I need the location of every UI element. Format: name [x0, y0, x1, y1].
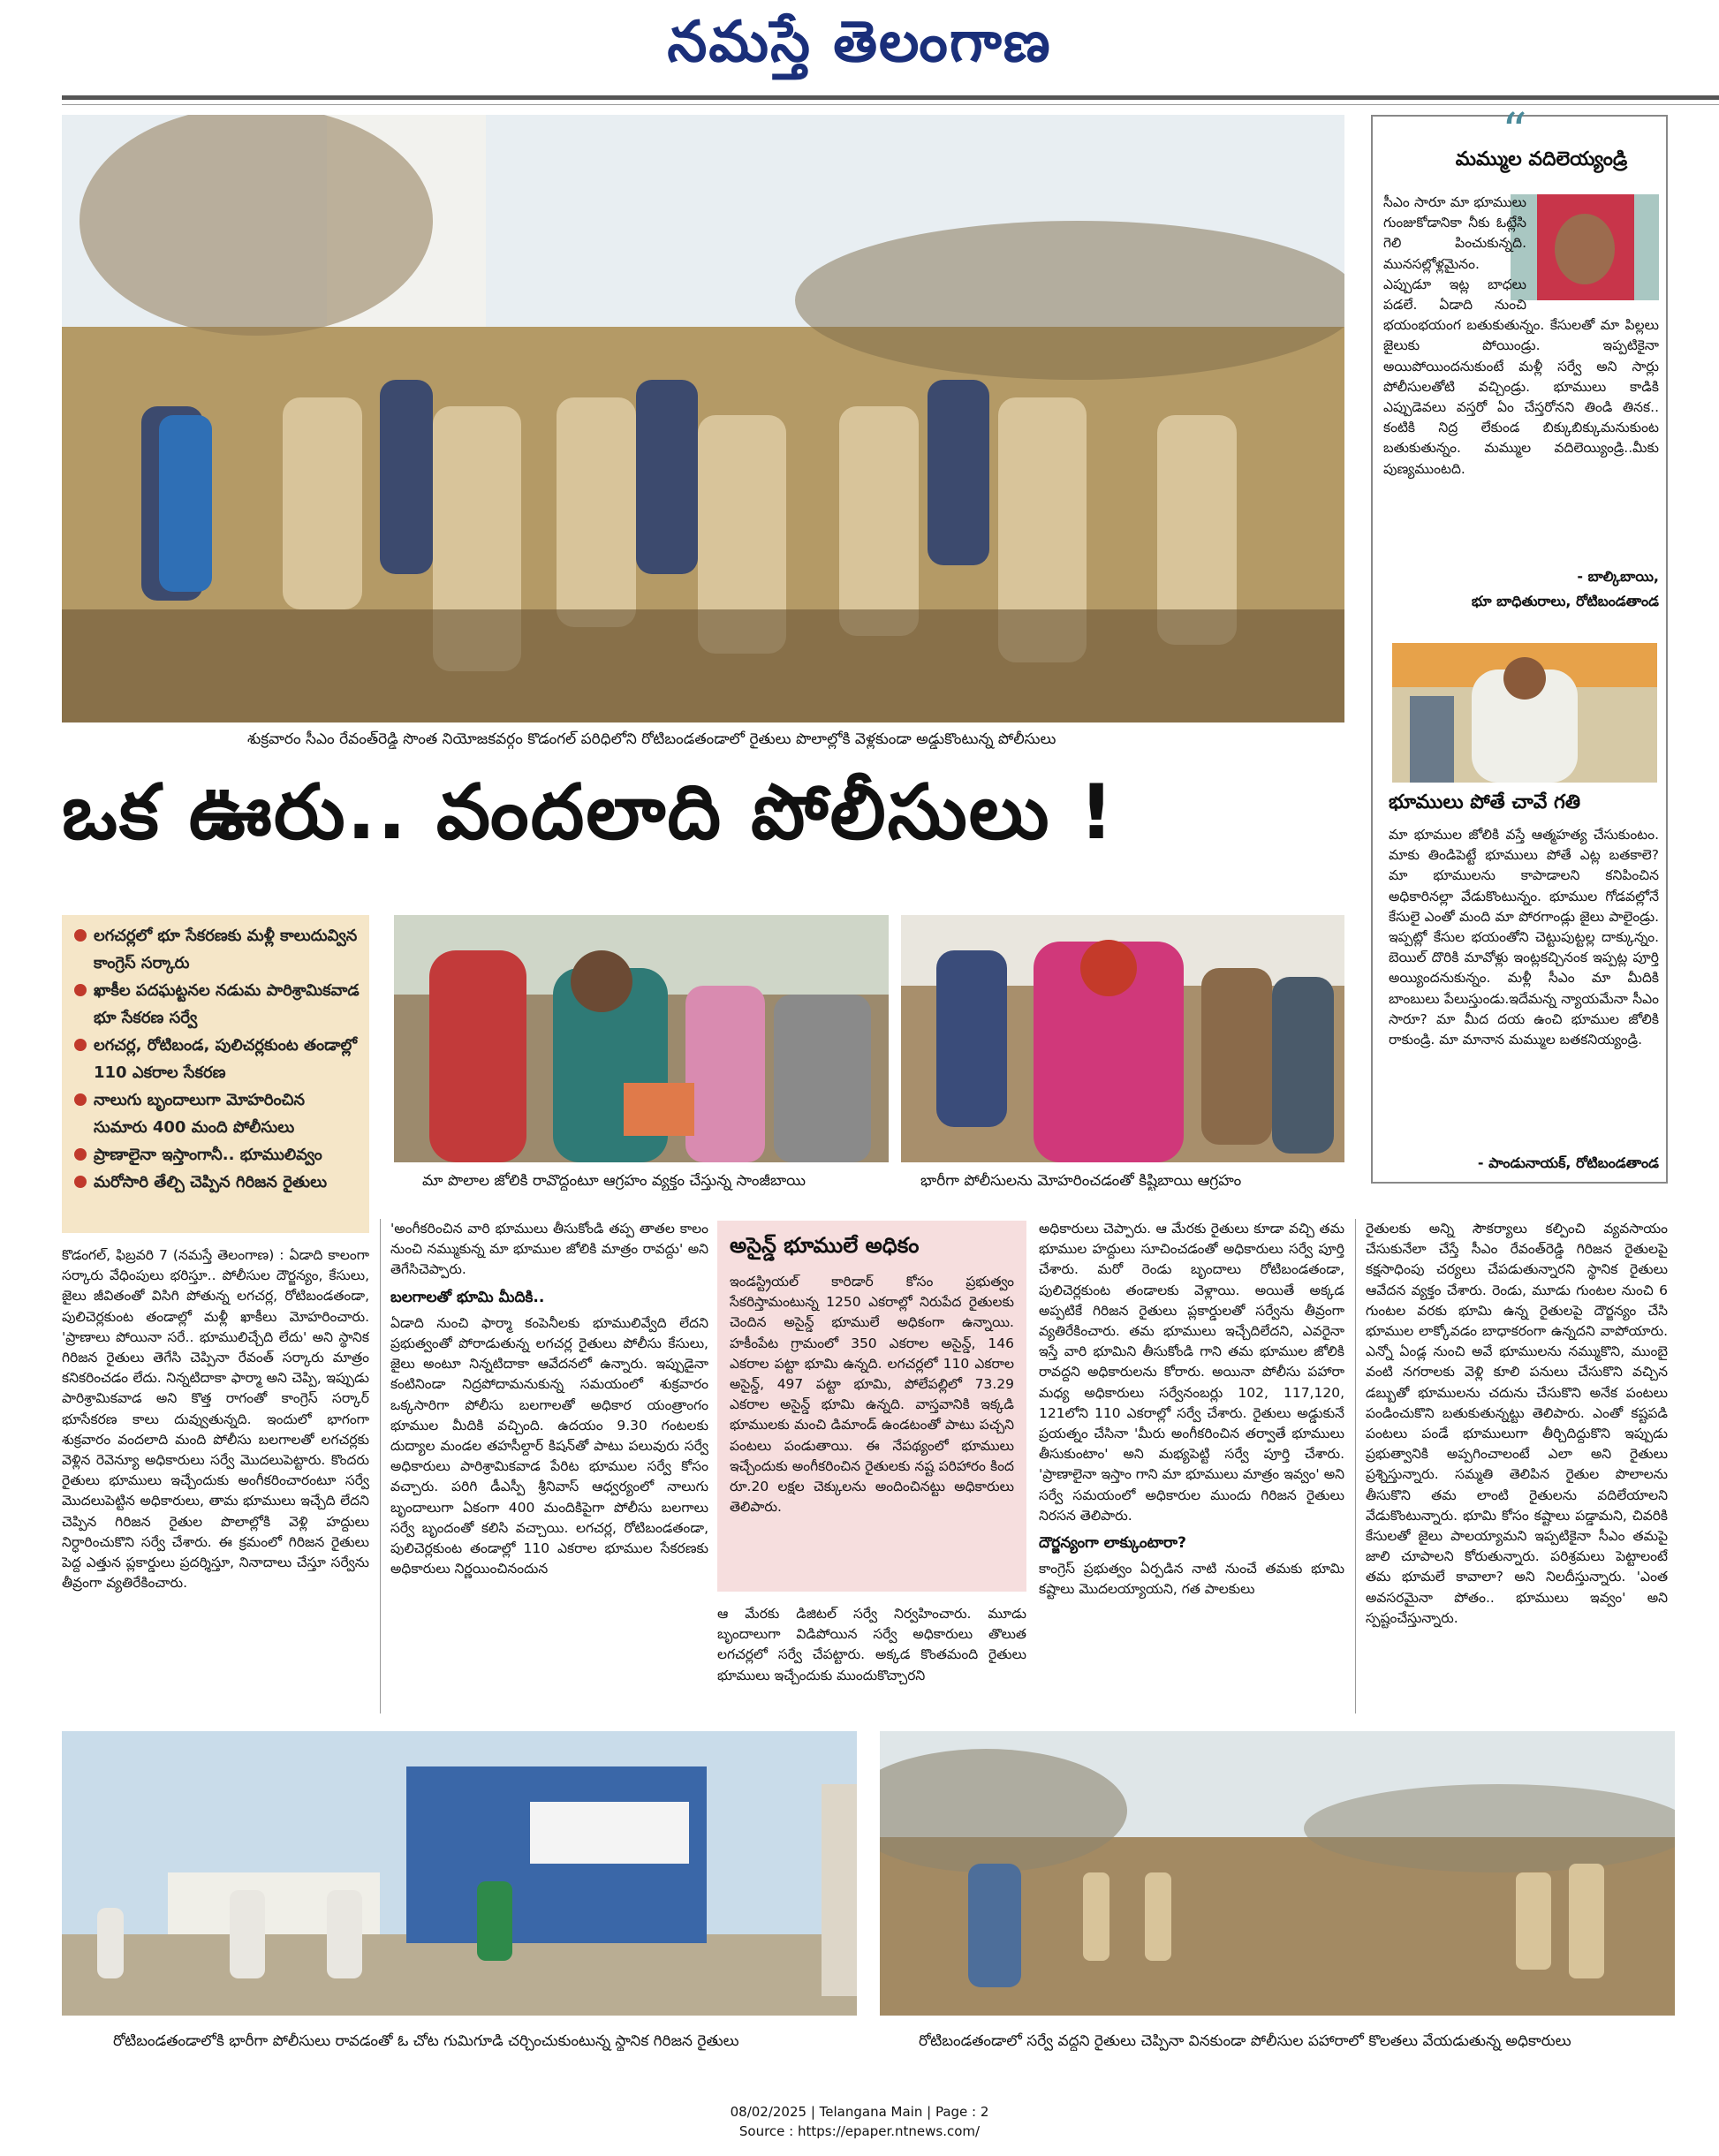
highlight-item: ప్రాణాలైనా ఇస్తాంగానీ.. భూములివ్వం — [71, 1141, 360, 1169]
article-paragraph: అధికారులు చెప్పారు. ఆ మేరకు రైతులు కూడా వచ్చి తమ భూముల హద్దులు సూచించడంతో అధికారులు సర్వే పూర్తి చేశారు. మరో రెండు బృందాలు రోటిబండతండా, పులిచెర్లకుంట తండాలకు వెళ్లాయి. అయితే అక్కడ అప్పటికే గిరిజన రైతులు ప్లకార్డులతో సర్వేను తీవ్రంగా వ్యతిరేకించారు. తమ భూములు ఇచ్చేదిలేదని, ఎవరైనా ఇస్తే వారి భూమిని తీసుకోండి గాని తమ భూముల జోలికి రావద్దని అధికారులను కోరారు. అయినా పోలీసు పహారా మధ్య అధికారులు సర్వేనంబర్లు 102, 117,120, 121లోని 110 ఎకరాల్లో సర్వే చేశారు. రైతులు అడ్డుకునే ప్రయత్నం చేసినా 'మీరు అంగీకరించిన తర్వాతే భూములు తీసుకుంటాం' అని మభ్యపెట్టి సర్వే పూర్తి చేశారు. 'ప్రాణాలైనా ఇస్తాం గాని మా భూములు మాత్రం ఇవ్వం' అని సర్వే సమయంలో అధికారుల ముందు గిరిజన రైతులు నిరసన తెలిపారు. — [1039, 1221, 1344, 1524]
side1-signature: - బాల్కిబాయి, — [1577, 568, 1659, 585]
mid-caption-left: మా పొలాల జోలికి రావొద్దంటూ ఆగ్రహం వ్యక్తం చేస్తున్న సాంజీబాయి — [422, 1172, 806, 1190]
masthead-rule-thin — [62, 104, 1719, 105]
side1-location: భూ బాధితురాలు, రోటిబండతాండ — [1471, 593, 1659, 609]
footer-source: Source : https://epaper.ntnews.com/ — [738, 2123, 981, 2139]
masthead-rule — [62, 95, 1719, 100]
highlight-item: నాలుగు బృందాలుగా మోహరించిన సుమారు 400 మంది పోలీసులు — [71, 1086, 360, 1141]
side2-signature: - పాండునాయక్‌, రోటిబండతాండ — [1477, 1154, 1659, 1171]
bottom-photo-left — [62, 1731, 857, 2016]
article-column-5: రైతులకు అన్ని సౌకర్యాలు కల్పించి వ్యవసాయం చేసుకునేలా చేస్తే సీఎం రేవంత్‌రెడ్డి గిరిజన రైతులపై కక్షసాధింపు చర్యలు చేపడుతున్నారని స్థానిక రైతులు ఆవేదన వ్యక్తం చేశారు. రెండు, మూడు గుంటల నుంచి 6 గుంటల వరకు భూమి ఉన్న రైతులపై దౌర్జన్యం చేసి భూముల లాక్కోవడం బాధాకరంగా ఉన్నదని వాపోయారు. ఎన్నో ఏండ్ల నుంచి అవే భూములను నమ్ముకొని, ముంబై వంటి నగరాలకు వెళ్లి కూలి పనులు చేసుకొని వచ్చిన డబ్బుతో భూములను చదును చేసుకొని అనేక పంటలు పండించుకొని బతుకుతున్నట్టు తెలిపారు. ఎంతో కష్టపడి పంటలు పండే భూములుగా తీర్చిదిద్దుకొని ఇప్పుడు ప్రభుత్వానికి అప్పగించాలంటే ఎలా అని రైతులు ప్రశ్నిస్తున్నారు. సమ్మతి తెలిపిన రైతుల పొలాలను తీసుకొని తమ లాంటి రైతులను వదిలేయాలని వేడుకొంటున్నారు. భూమి కోసం కష్టాలు పడ్డామని, చివరికి కేసులతో జైలు పాలయ్యామని ఇప్పటికైనా సీఎం తమపై జాలి చూపాలని కోరుతున్నారు. పరిశ్రమలు పెట్టాలంటే తమ భూమలే కావాలా? అని నిలదీస్తున్నారు. 'ఎంత అవసరమైనా పోతం.. భూములు ఇవ్వం' అని స్పష్టంచేస్తున్నారు. — [1366, 1221, 1668, 1626]
article-subheading: బలగాలతో భూమి మీదికి.. — [390, 1288, 545, 1306]
headline: ఒక ఊరు.. వందలాది పోలీసులు ! — [62, 768, 1116, 857]
bottom-photo-right — [880, 1731, 1675, 2016]
article-column-3: ఆ మేరకు డిజిటల్‌ సర్వే నిర్వహించారు. మూడు బృందాలుగా విడిపోయిన సర్వే అధికారులు తొలుత లగచర్లలో సర్వే చేపట్టారు. అక్కడ కొంతమంది రైతులు భూములు ఇచ్చేందుకు ముందుకొచ్చారని — [717, 1606, 1026, 1683]
side1-portrait-space — [1526, 193, 1659, 302]
article-paragraph: కాంగ్రెస్‌ ప్రభుత్వం ఏర్పడిన నాటి నుంచే తమకు భూమి కష్టాలు మొదలయ్యాయని, గత పాలకులు — [1039, 1561, 1344, 1598]
top-photo — [62, 115, 1344, 722]
box-title: అసైన్డ్‌ భూములే అధికం — [730, 1233, 920, 1258]
masthead: నమస్తే తెలంగాణ — [667, 9, 1052, 75]
bottom-caption-right: రోటిబండతండాలో సర్వే వద్దని రైతులు చెప్పినా వినకుండా పోలీసుల పహారాలో కొలతలు వేయడుతున్న అధికారులు — [919, 2032, 1571, 2050]
side2-title: భూములు పోతే చావే గతి — [1389, 791, 1581, 813]
quote-icon: “ — [1502, 103, 1527, 161]
mid-photo-right — [901, 915, 1344, 1162]
highlight-item: లగచర్ల, రోటిబండ, పులిచర్లకుంట తండాల్లో 110 ఎకరాల సేకరణ — [71, 1032, 360, 1086]
article-column-4 — [1039, 1219, 1344, 1713]
mid-photo-left — [394, 915, 889, 1162]
article-paragraph: 'అంగీకరించిన వారి భూములు తీసుకోండి తప్ప తాతల కాలం నుంచి నమ్ముకున్న మా భూముల జోలికి మాత్రం రావద్దు' అని తెగేసిచెప్పారు. — [390, 1221, 708, 1278]
top-photo-caption: శుక్రవారం సీఎం రేవంత్‌రెడ్డి సొంత నియోజకవర్గం కొడంగల్‌ పరిధిలోని రోటిబండతండాలో రైతులు పొలాల్లోకి వెళ్లకుండా అడ్డుకొంటున్న పోలీసులు — [247, 730, 1056, 748]
article-column-2 — [390, 1219, 708, 1713]
side1-title: మమ్ముల వదిలెయ్యండ్రి — [1455, 148, 1628, 170]
assigned-lands-box — [717, 1221, 1026, 1592]
side2-portrait — [1392, 643, 1657, 783]
side1-body — [1383, 193, 1659, 572]
article-paragraph: కొడంగల్‌, ఫిబ్రవరి 7 (నమస్తే తెలంగాణ) : ఏడాది కాలంగా సర్కారు వేధింపులు భరిస్తూ.. పోలీసుల దౌర్జన్యం, కేసులు, జైలు జీవితంతో విసిగి పోతున్న లగచర్ల, రోటిబండతండా, పులిచెర్లకుంట తండాల్లో మళ్లీ ఖాకీలు మోహరించారు. 'ప్రాణాలు పోయినా సరే.. భూములిచ్చేది లేదు' అని స్థానిక గిరిజన రైతులు తెగేసి చెప్పినా రేవంత్‌ సర్కారు మాత్రం కనికరించడం లేదు. నిన్నటిదాకా ఫార్మా అని చెప్పి, ఇప్పుడు పారిశ్రామికవాడ అని కొత్త రాగంతో కాంగ్రెస్‌ సర్కార్‌ భూసేకరణ కాలు దువ్వుతున్నది. ఇందులో భాగంగా శుక్రవారం వందలాది మంది పోలీసు బలగాలతో లగచర్లకు వెళ్లిన రెవెన్యూ అధికారులు సర్వే మొదలుపెట్టారు. కొందరు రైతులు భూములు ఇచ్చేందుకు అంగీకరించారంటూ సర్వే మొదలుపెట్టిన అధికారులు, తామ భూములు ఇచ్చేది లేదని చెప్పిన గిరిజన రైతుల పొలాల్లోకి వెళ్లి హద్దులు నిర్ధారించుకొని సర్వే చేశారు. ఈ క్రమంలో గిరిజన రైతులు పెద్ద ఎత్తున ప్లకార్డులు ప్రదర్శిస్తూ, నినాదాలు చేస్తూ సర్వేను తీవ్రంగా వ్యతిరేకించారు. — [62, 1247, 369, 1592]
bottom-caption-left: రోటిబండతండాలోకి భారీగా పోలీసులు రావడంతో ఓ చోట గుమిగూడి చర్చించుకుంటున్న స్థానిక గిరిజన రైతులు — [113, 2032, 739, 2050]
highlights-box — [62, 915, 369, 1233]
highlight-item: లగచర్లలో భూ సేకరణకు మళ్లీ కాలుదువ్విన కాంగ్రెస్‌ సర్కారు — [71, 922, 360, 977]
mid-caption-right: భారీగా పోలీసులను మోహరించడంతో కిష్టిబాయి ఆగ్రహం — [920, 1172, 1242, 1190]
column-divider — [380, 1219, 381, 1713]
side2-body: మా భూముల జోలికి వస్తే ఆత్మహత్య చేసుకుంటం. మాకు తిండిపెట్టే భూములు పోతే ఎట్ల బతకాలె? మా భూములను కాపాడాలని కనిపించిన అధికారినల్లా వేడుకొంటున్నం. భూముల గోడవల్లోనే కేసులై ఎంతో మంది మా పోరగాండ్లు జైలు పాలైండ్రు. ఇప్పట్లో కేసుల భయంతోని చెట్టుపుట్టల్ల దాక్కున్నం. బెయిల్‌ దొరికి మావోళ్లు ఇంట్లకచ్చినంక ఇప్పట్ల పూర్తి అయ్యిందనుకున్నం. మళ్లీ సీఎం మా మీదికి బాంబులు పేలుస్తుండు.ఇదేమన్న న్యాయమేనా సీఎం సారూ? మా మీద దయ ఉంచి భూముల జోలికి రాకుండ్రి. మా మానాన మమ్ముల బతకనియ్యండ్రి. — [1389, 827, 1659, 1048]
highlight-item: మరోసారి తేల్చి చెప్పిన గిరిజన రైతులు — [71, 1169, 360, 1196]
footer-date: 08/02/2025 | Telangana Main | Page : 2 — [730, 2104, 989, 2120]
box-body: ఇండస్ట్రియల్‌ కారిడార్‌ కోసం ప్రభుత్వం సేకరిస్తామంటున్న 1250 ఎకరాల్లో నిరుపేద రైతులకు చెందిన అసైన్డ్‌ భూములే అధికంగా ఉన్నాయి. హకీంపేట గ్రామంలో 350 ఎకరాల అసైన్డ్‌, 146 ఎకరాల పట్టా భూమి ఉన్నది. లగచర్లలో 110 ఎకరాల అసైన్డ్‌, 497 పట్టా భూమి, పోలేపల్లిలో 73.29 ఎకరాల అసైన్డ్‌ భూమి ఉన్నది. వాస్తవానికి ఇక్కడి భూములకు మంచి డిమాండ్‌ ఉండటంతో పాటు పచ్చని పంటలు పండుతాయి. ఈ నేపథ్యంలో భూములు ఇచ్చేందుకు అంగీకరించిన రైతులకు నష్ట పరిహారం కింద రూ.20 లక్షల చెక్కులను అందించినట్టు అధికారులు తెలిపారు. — [730, 1274, 1014, 1516]
side1-text: సీఎం సారూ మా భూములు గుంజుకోడానికా నీకు ఓట్లేసి గెలి పించుకున్నది. మునసల్లోళ్లమైనం. ఎప్పుడూ ఇట్ల బాధలు పడలే. ఏడాది నుంచి భయంభయంగ బతుకుతున్నం. కేసులతో మా పిల్లలు జైలుకు పోయిండ్రు. ఇప్పటికైనా అయిపోయిందనుకుంటే మళ్లీ సర్వే అని సార్లు పోలీసులతోటి వచ్చిండ్రు. భూములు కాడికి ఎప్పుడెవలు వస్తరో ఏం చేస్తరోనని తిండి తినక.. కంటికి నిద్ర లేకుండ బిక్కుబిక్కుమనుకుంట బతుకుతున్నం. మమ్ముల వదిలెయ్యిండ్రి..మీకు పుణ్యముంటది. — [1383, 194, 1659, 477]
column-divider — [1355, 1219, 1356, 1713]
article-subheading: దౌర్జన్యంగా లాక్కుంటారా? — [1039, 1534, 1186, 1553]
highlight-item: ఖాకీల పదఘట్టనల నడుమ పారిశ్రామికవాడ భూ సేకరణ సర్వే — [71, 977, 360, 1032]
article-paragraph: ఏడాది నుంచి ఫార్మా కంపెనీలకు భూములివ్వేది లేదని ప్రభుత్వంతో పోరాడుతున్న లగచర్ల రైతులు పోలీసు కేసులు, జైలు అంటూ నిన్నటిదాకా ఆవేదనలో ఉన్నారు. ఇప్పుడైనా కంటినిండా నిద్రపోదామనుకున్న సమయంలో శుక్రవారం ఒక్కసారిగా పోలీసు బలగాలతో అధికార యంత్రాంగం భూముల మీదికి వచ్చింది. ఉదయం 9.30 గంటలకు దుద్యాల మండల తహసీల్దార్‌ కిషన్‌తో పాటు పలువురు సర్వే అధికారులు పారిశ్రామికవాడ పేరిట భూముల సర్వే కోసం వచ్చారు. పరిగి డీఎస్పీ శ్రీనివాస్‌ ఆధ్వర్యంలో నాలుగు బృందాలుగా ఏకంగా 400 మందికిపైగా పోలీసు బలగాలు సర్వే బృందంతో కలిసి వచ్చాయి. లగచర్ల, రోటిబండతండా, పులిచెర్లకుంట తండాల్లో 110 ఎకరాల భూముల సేకరణకు అధికారులు నిర్ణయించినందున — [390, 1314, 708, 1577]
article-column-1 — [62, 1245, 369, 1713]
